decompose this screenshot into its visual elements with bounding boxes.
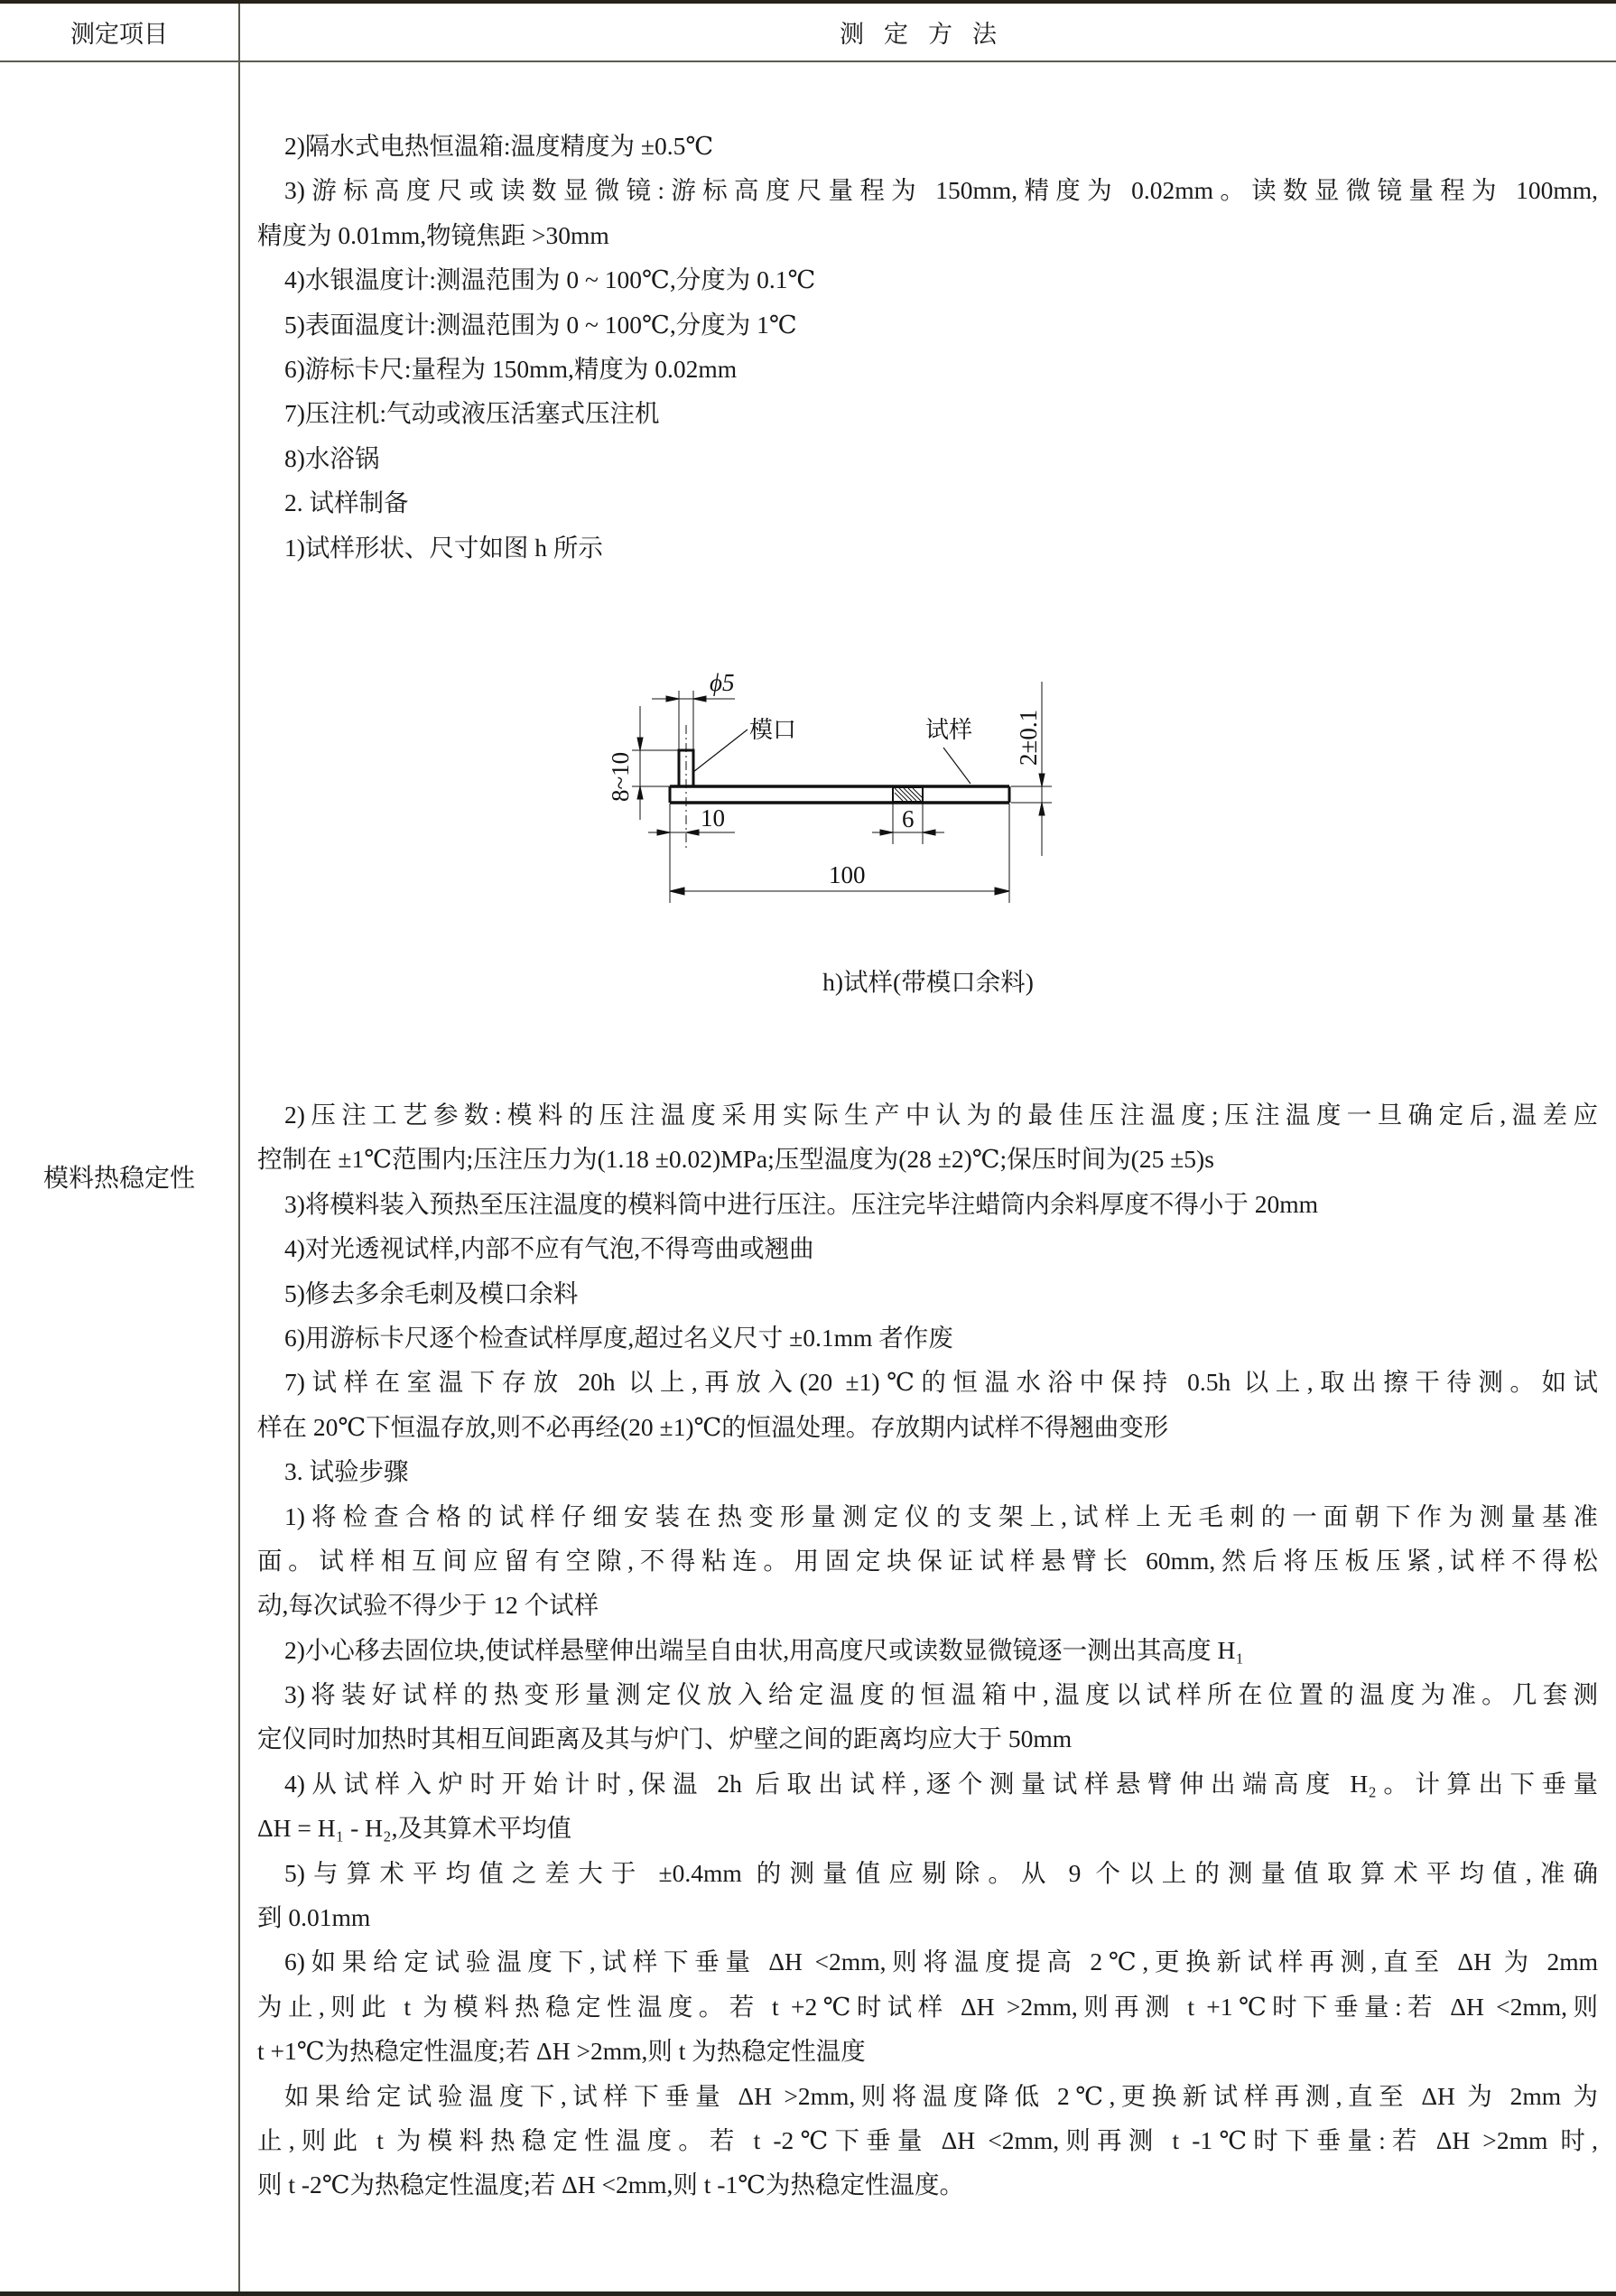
test-item-name: 模料热稳定性 (42, 1163, 195, 1193)
text-line: 控制在 ±1℃范围内;压注压力为(1.18 ±0.02)MPa;压型温度为(28 ±2)℃;保压时间为(25 ±5)s (257, 1145, 1214, 1174)
text-line: 7)压注机:气动或液压活塞式压注机 (284, 399, 660, 428)
specimen-figure (596, 659, 1246, 912)
label-diameter: ϕ5 (710, 669, 735, 696)
text-line: 3. 试验步骤 (284, 1457, 409, 1486)
label-gate: 模口 (749, 717, 797, 744)
table-bottom-border (0, 2291, 1616, 2296)
header-divider (0, 60, 1616, 62)
hatch-section (893, 787, 923, 802)
text-line: 定仪同时加热时其相互间距离及其与炉门、炉壁之间的距离均应大于 50mm (257, 1724, 1073, 1753)
text-line: 到 0.01mm (257, 1903, 371, 1932)
method-section-equipment (257, 124, 1598, 570)
dim-thickness (1011, 682, 1052, 856)
text-line: 3)游标高度尺或读数显微镜:游标高度尺量程为 150mm,精度为 0.02mm。读数显微镜量程为 100mm, (284, 176, 1598, 205)
specimen-bar (670, 786, 1009, 803)
gate-stub (670, 691, 748, 903)
text-line: 6)用游标卡尺逐个检查试样厚度,超过名义尺寸 ±0.1mm 者作废 (284, 1323, 953, 1352)
text-line: 8)水浴锅 (284, 443, 380, 472)
text-line: 4)从试样入炉时开始计时,保温 2h 后取出试样,逐个测量试样悬臂伸出端高度 H₂。计算出下垂量 (284, 1769, 1598, 1798)
text-line: 6)如果给定试验温度下,试样下垂量 ΔH <2mm,则将温度提高 2℃,更换新试样再测,直至 ΔH 为 2mm (284, 1947, 1598, 1976)
label-gate-offset: 10 (701, 804, 725, 832)
column-divider (238, 4, 240, 2291)
text-line: 精度为 0.01mm,物镜焦距 >30mm (257, 220, 609, 249)
text-line: ΔH = H₁ - H₂,及其算术平均值 (257, 1814, 571, 1843)
text-line: 7)试样在室温下存放 20h 以上,再放入(20 ±1)℃的恒温水浴中保持 0.5h 以上,取出擦干待测。如试 (284, 1368, 1598, 1397)
label-sample: 试样 (925, 717, 973, 744)
text-line: 2)压注工艺参数:模料的压注温度采用实际生产中认为的最佳压注温度;压注温度一旦确定后,温差应 (284, 1101, 1598, 1129)
text-line: t +1℃为热稳定性温度;若 ΔH >2mm,则 t 为热稳定性温度 (257, 2037, 866, 2066)
text-line: 为止,则此 t 为模料热稳定性温度。若 t +2℃时试样 ΔH >2mm,则再测 t +1℃时下垂量:若 ΔH <2mm,则 (257, 1992, 1598, 2021)
text-line: 5)表面温度计:测温范围为 0 ~ 100℃,分度为 1℃ (284, 310, 797, 339)
text-line: 样在 20℃下恒温存放,则不必再经(20 ±1)℃的恒温处理。存放期内试样不得翘曲变形 (257, 1412, 1169, 1441)
text-line: 5)修去多余毛刺及模口余料 (284, 1278, 579, 1307)
text-line: 1)试样形状、尺寸如图 h 所示 (284, 533, 603, 562)
text-line: 面。试样相互间应留有空隙,不得粘连。用固定块保证试样悬臂长 60mm,然后将压板压紧,试样不得松 (257, 1546, 1598, 1575)
label-thickness: 2±0.1 (1015, 709, 1042, 766)
text-line: 6)游标卡尺:量程为 150mm,精度为 0.02mm (284, 354, 738, 383)
sample-leader (943, 748, 971, 784)
label-hatch-width: 6 (902, 805, 915, 832)
text-line: 5)与算术平均值之差大于 ±0.4mm 的测量值应剔除。从 9 个以上的测量值取算术平均值,准确 (284, 1858, 1598, 1887)
header-item-column: 测定项目 (70, 21, 168, 49)
label-gate-height: 8~10 (607, 751, 634, 802)
text-line: 如果给定试验温度下,试样下垂量 ΔH >2mm,则将温度降低 2℃,更换新试样再测,直至 ΔH 为 2mm 为 (284, 2081, 1598, 2110)
text-line: 止,则此 t 为模料热稳定性温度。若 t -2℃下垂量 ΔH <2mm,则再测 t -1℃时下垂量:若 ΔH >2mm 时, (257, 2125, 1598, 2154)
text-line: 3)将模料装入预热至压注温度的模料筒中进行压注。压注完毕注蜡筒内余料厚度不得小于 20mm (284, 1189, 1319, 1218)
text-line: 2)小心移去固位块,使试样悬壁伸出端呈自由状,用高度尺或读数显微镜逐一测出其高度 H₁ (284, 1635, 1244, 1664)
text-line: 则 t -2℃为热稳定性温度;若 ΔH <2mm,则 t -1℃为热稳定性温度。 (257, 2171, 964, 2199)
text-line: 4)对光透视试样,内部不应有气泡,不得弯曲或翘曲 (284, 1234, 814, 1263)
text-line: 1)将检查合格的试样仔细安装在热变形量测定仪的支架上,试样上无毛刺的一面朝下作为测量基准 (284, 1501, 1598, 1530)
header-method-column: 测定方法 (840, 21, 1017, 49)
text-line: 2)隔水式电热恒温箱:温度精度为 ±0.5℃ (284, 132, 714, 160)
label-length: 100 (829, 861, 866, 888)
text-line: 动,每次试验不得少于 12 个试样 (257, 1591, 599, 1620)
text-line: 3)将装好试样的热变形量测定仪放入给定温度的恒温箱中,温度以试样所在位置的温度为准。几套测 (284, 1680, 1598, 1709)
text-line: 2. 试样制备 (284, 488, 409, 517)
text-line: 4)水银温度计:测温范围为 0 ~ 100℃,分度为 0.1℃ (284, 265, 816, 294)
figure-caption: h)试样(带模口余料) (822, 968, 1034, 996)
method-section-procedure (257, 1092, 1598, 2208)
